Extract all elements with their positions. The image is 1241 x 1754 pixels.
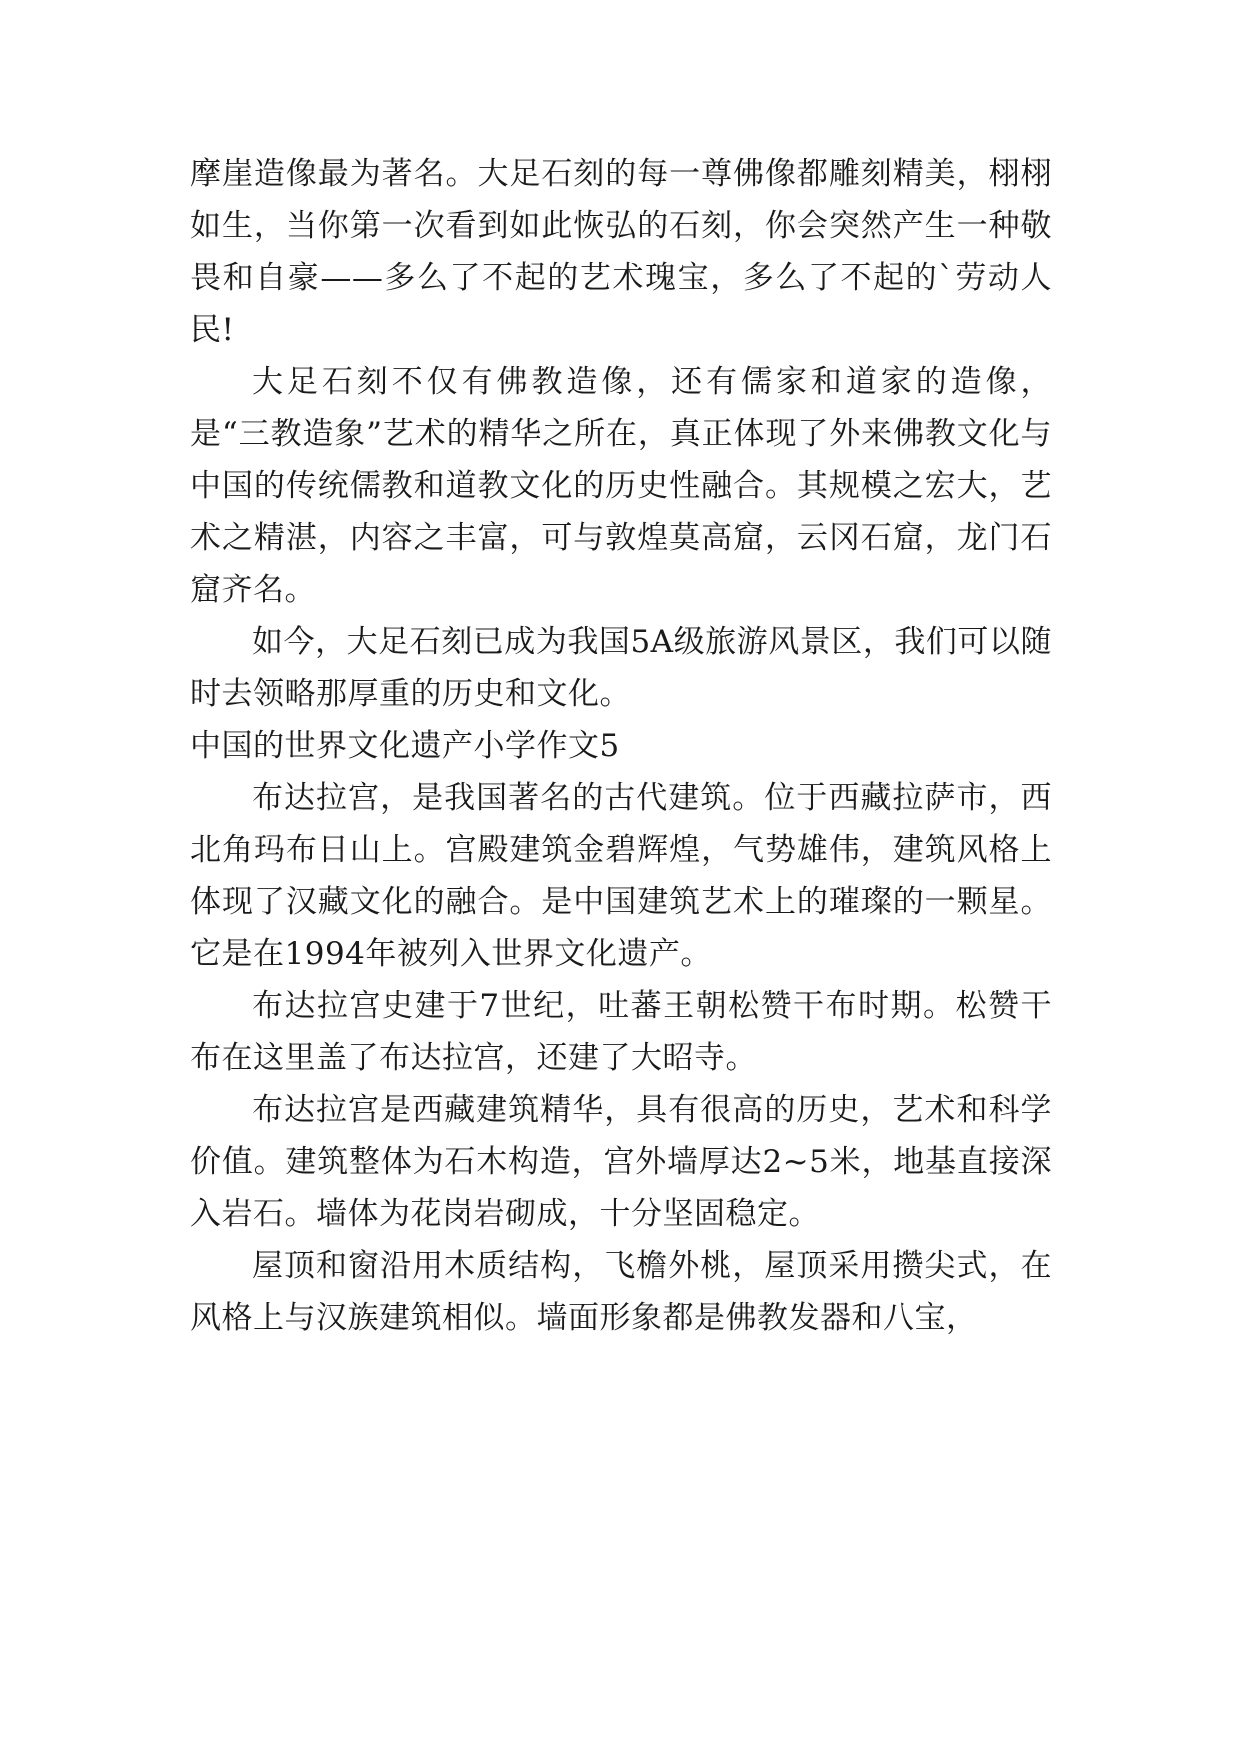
paragraph-potala-roof: 屋顶和窗沿用木质结构，飞檐外桃，屋顶采用攒尖式，在风格上与汉族建筑相似。墙面形象都是佛教发器和八宝， xyxy=(190,1248,1052,1336)
paragraph-tourism: 如今，大足石刻已成为我国5A级旅游风景区，我们可以随时去领略那厚重的历史和文化。 xyxy=(190,624,1052,712)
document-body xyxy=(190,148,1052,1344)
section-title: 中国的世界文化遗产小学作文5 xyxy=(190,728,620,764)
paragraph-potala-history: 布达拉宫史建于7世纪，吐蕃王朝松赞干布时期。松赞干布在这里盖了布达拉宫，还建了大昭寺。 xyxy=(190,988,1052,1076)
paragraph-potala-intro: 布达拉宫，是我国著名的古代建筑。位于西藏拉萨市，西北角玛布日山上。宫殿建筑金碧辉煌，气势雄伟，建筑风格上体现了汉藏文化的融合。是中国建筑艺术上的璀璨的一颗星。它是在1994年被列入世界文化遗产。 xyxy=(190,780,1052,972)
paragraph-potala-structure: 布达拉宫是西藏建筑精华，具有很高的历史，艺术和科学价值。建筑整体为石木构造，宫外墙厚达2~5米，地基直接深入岩石。墙体为花岗岩砌成，十分坚固稳定。 xyxy=(190,1092,1052,1232)
paragraph-continued: 摩崖造像最为著名。大足石刻的每一尊佛像都雕刻精美，栩栩如生，当你第一次看到如此恢弘的石刻，你会突然产生一种敬畏和自豪——多么了不起的艺术瑰宝，多么了不起的`劳动人民! xyxy=(190,156,1052,348)
paragraph-three-religions: 大足石刻不仅有佛教造像，还有儒家和道家的造像，是“三教造象”艺术的精华之所在，真正体现了外来佛教文化与中国的传统儒教和道教文化的历史性融合。其规模之宏大，艺术之精湛，内容之丰富，可与敦煌莫高窟，云冈石窟，龙门石窟齐名。 xyxy=(190,364,1052,608)
